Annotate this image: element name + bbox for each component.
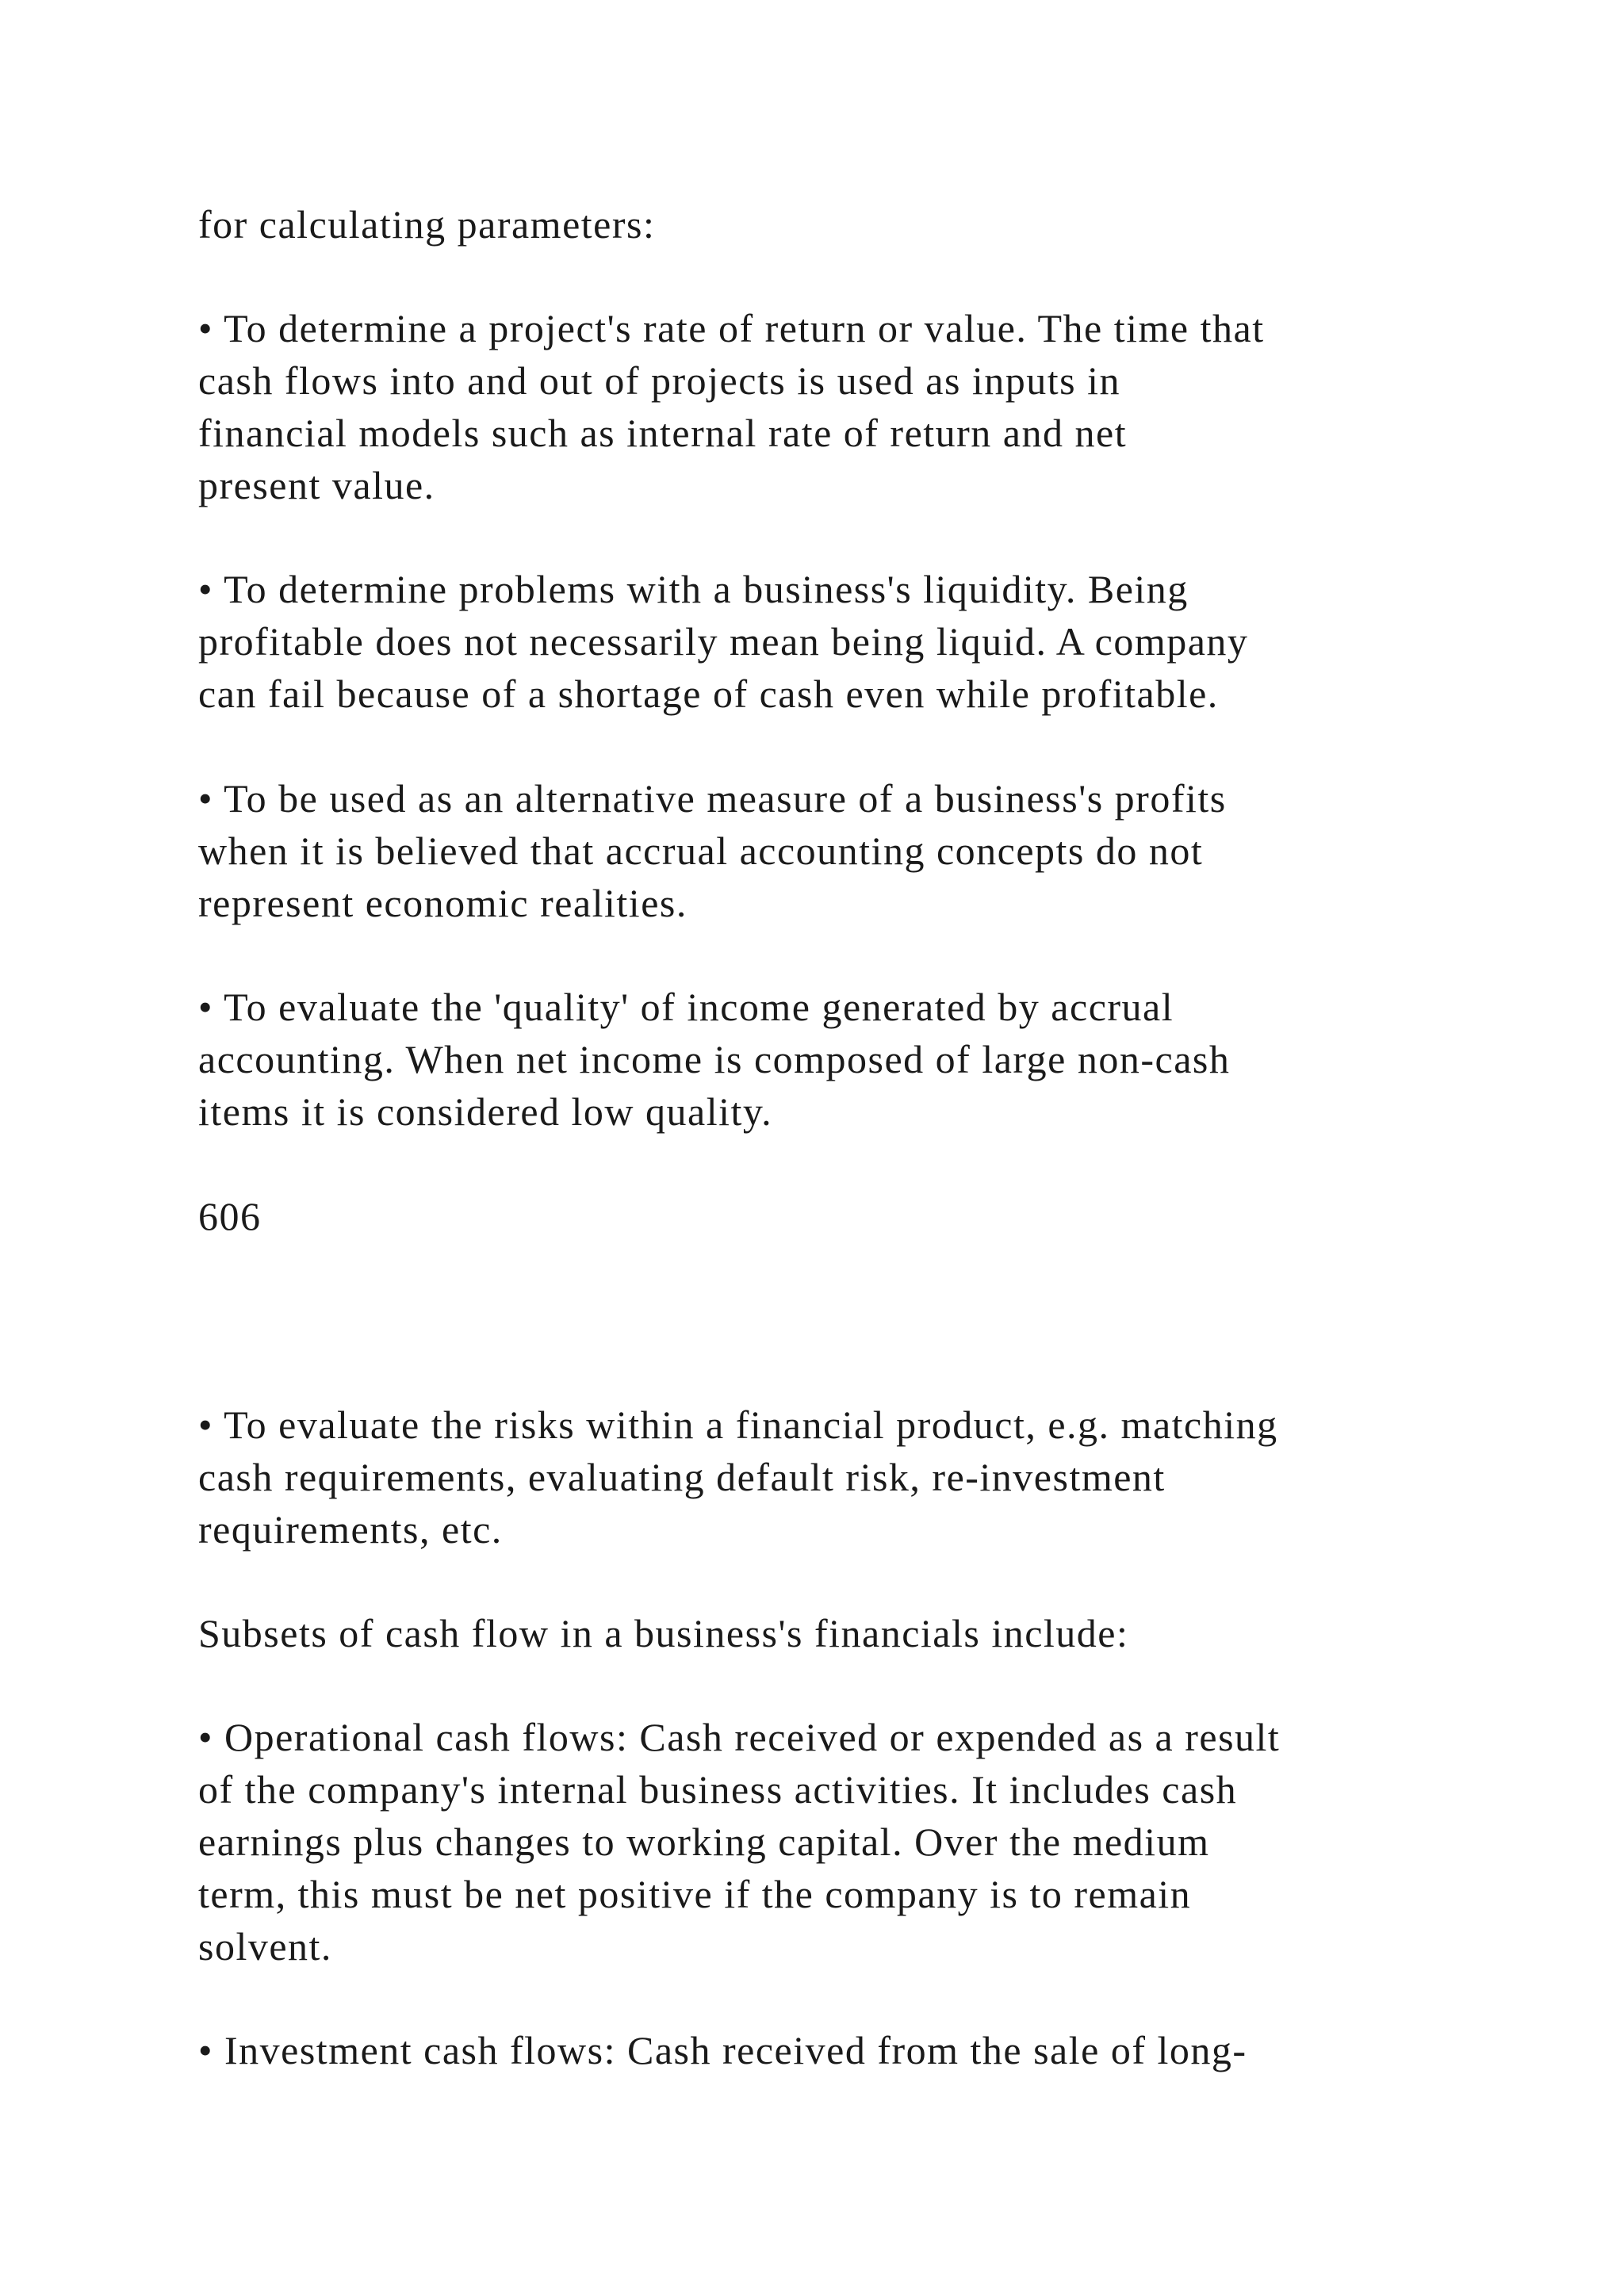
bullet-investment-line-1: • Investment cash flows: Cash received from the sale of long-	[198, 2028, 1247, 2072]
page-number: 606	[198, 1194, 262, 1238]
bullet-quality-line-3: items it is considered low quality.	[198, 1089, 773, 1134]
bullet-rate-of-return-line-1: • To determine a project's rate of return or value. The time that	[198, 306, 1265, 350]
text-subsets-heading: Subsets of cash flow in a business's financials include:	[198, 1611, 1129, 1655]
bullet-operational-line-1: • Operational cash flows: Cash received or expended as a result	[198, 1715, 1281, 1759]
bullet-rate-of-return-line-4: present value.	[198, 463, 435, 507]
bullet-liquidity-line-2: profitable does not necessarily mean being liquid. A company	[198, 619, 1249, 664]
bullet-alternative-measure-line-2: when it is believed that accrual accounting concepts do not	[198, 828, 1204, 873]
text-line-intro: for calculating parameters:	[198, 202, 656, 247]
bullet-liquidity-line-3: can fail because of a shortage of cash even while profitable.	[198, 672, 1219, 716]
bullet-operational-line-4: term, this must be net positive if the company is to remain	[198, 1872, 1192, 1916]
bullet-alternative-measure-line-3: represent economic realities.	[198, 881, 688, 925]
bullet-alternative-measure-line-1: • To be used as an alternative measure of a business's profits	[198, 776, 1227, 821]
bullet-quality-line-2: accounting. When net income is composed of large non-cash	[198, 1037, 1231, 1081]
bullet-rate-of-return-line-3: financial models such as internal rate of return and net	[198, 411, 1128, 455]
bullet-rate-of-return-line-2: cash flows into and out of projects is used as inputs in	[198, 358, 1121, 403]
bullet-operational-line-2: of the company's internal business activities. It includes cash	[198, 1767, 1238, 1812]
bullet-operational-line-5: solvent.	[198, 1924, 332, 1969]
bullet-risks-line-1: • To evaluate the risks within a financial product, e.g. matching	[198, 1402, 1278, 1447]
bullet-liquidity-line-1: • To determine problems with a business's liquidity. Being	[198, 567, 1189, 611]
bullet-risks-line-2: cash requirements, evaluating default risk, re-investment	[198, 1455, 1166, 1499]
bullet-quality-line-1: • To evaluate the 'quality' of income generated by accrual	[198, 985, 1174, 1029]
bullet-risks-line-3: requirements, etc.	[198, 1507, 503, 1552]
bullet-operational-line-3: earnings plus changes to working capital. Over the medium	[198, 1820, 1210, 1864]
